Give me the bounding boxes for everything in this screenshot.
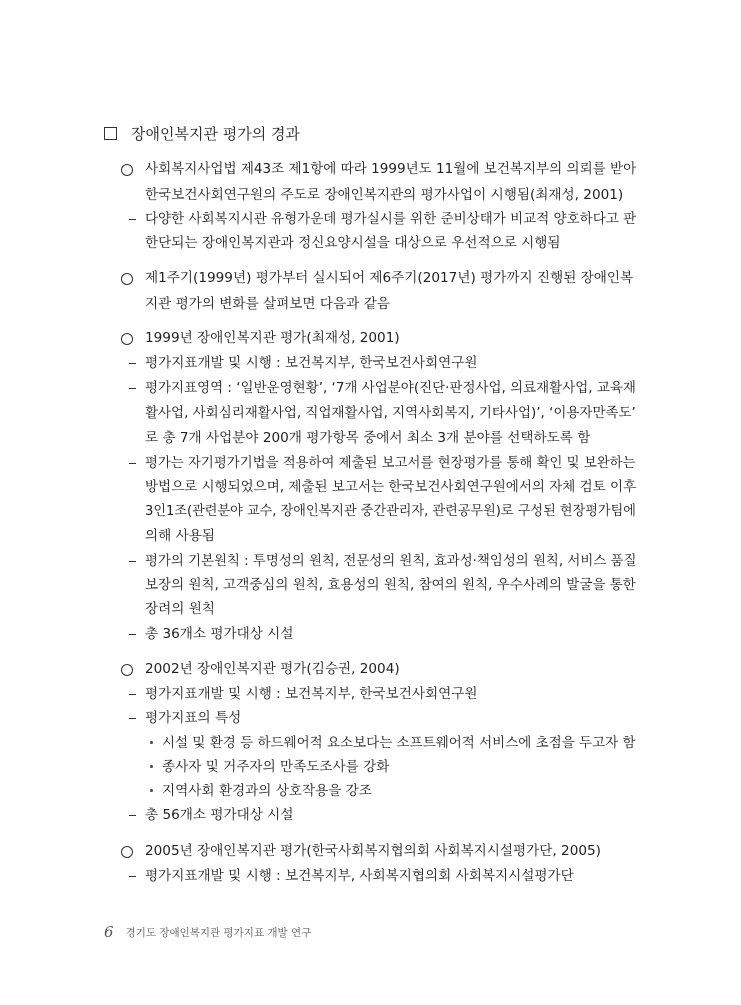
circle-bullet-icon xyxy=(121,273,133,285)
dash-bullet-icon xyxy=(129,463,136,464)
paragraph-line: 활사업, 사회심리재활사업, 직업재활사업, 지역사회복지, 기타사업)’, ‘이용자만족도’ xyxy=(145,405,636,421)
paragraph-heading: 1999년 장애인복지관 평가(최재성, 2001) xyxy=(145,330,400,346)
page-number: 6 xyxy=(104,923,114,941)
dot-bullet-icon xyxy=(150,765,153,768)
circle-bullet-icon xyxy=(121,333,133,345)
paragraph-line: 평가의 기본원칙 : 투명성의 원칙, 전문성의 원칙, 효과성·책임성의 원칙, 서비스 품질 xyxy=(145,553,637,569)
paragraph-line: 총 56개소 평가대상 시설 xyxy=(145,807,294,823)
checkbox-square-icon xyxy=(104,127,117,140)
paragraph-line: 장려의 원칙 xyxy=(145,601,215,617)
paragraph-line: 평가지표개발 및 시행 : 보건복지부, 사회복지협의회 사회복지시설평가단 xyxy=(145,868,574,884)
paragraph-line: 지관 평가의 변화를 살펴보면 다음과 같음 xyxy=(145,296,390,312)
paragraph-line: 평가는 자기평가기법을 적용하여 제출된 보고서를 현장평가를 통해 확인 및 보완하는 xyxy=(145,455,636,471)
paragraph-line: 총 36개소 평가대상 시설 xyxy=(145,626,294,642)
dash-bullet-icon xyxy=(129,876,136,877)
circle-bullet-icon xyxy=(121,164,133,176)
dot-bullet-icon xyxy=(150,741,153,744)
paragraph-line: 평가지표개발 및 시행 : 보건복지부, 한국보건사회연구원 xyxy=(145,355,478,371)
paragraph-line: 평가지표영역 : ‘일반운영현황’, ‘7개 사업분야(진단·판정사업, 의료재활사업, 교육재 xyxy=(145,380,636,396)
paragraph-line: 시설 및 환경 등 하드웨어적 요소보다는 소프트웨어적 서비스에 초점을 두고자 함 xyxy=(162,735,636,751)
circle-bullet-icon xyxy=(121,664,133,676)
page-footer xyxy=(104,922,311,941)
dash-bullet-icon xyxy=(129,634,136,635)
paragraph-line: 제1주기(1999년) 평가부터 실시되어 제6주기(2017년) 평가까지 진행된 장애인복 xyxy=(145,270,634,286)
paragraph-line: 종사자 및 거주자의 만족도조사를 강화 xyxy=(162,759,390,775)
paragraph-line: 한국보건사회연구원의 주도로 장애인복지관의 평가사업이 시행됨(최재성, 2001) xyxy=(145,187,624,203)
circle-bullet-icon xyxy=(121,846,133,858)
paragraph-line: 평가지표개발 및 시행 : 보건복지부, 한국보건사회연구원 xyxy=(145,686,478,702)
dash-bullet-icon xyxy=(129,219,136,220)
paragraph-line: 로 총 7개 사업분야 200개 평가항목 중에서 최소 3개 분야를 선택하도록 함 xyxy=(145,430,591,446)
paragraph-line: 한단되는 장애인복지관과 정신요양시설을 대상으로 우선적으로 시행됨 xyxy=(145,235,561,251)
footer-title: 경기도 장애인복지관 평가지표 개발 연구 xyxy=(125,927,312,939)
paragraph-line: 의해 사용됨 xyxy=(145,528,215,544)
section-title xyxy=(104,123,300,144)
dash-bullet-icon xyxy=(129,388,136,389)
section-title-text: 장애인복지관 평가의 경과 xyxy=(131,125,300,143)
paragraph-heading: 2005년 장애인복지관 평가(한국사회복지협의회 사회복지시설평가단, 2005) xyxy=(145,843,601,859)
paragraph-line: 보장의 원칙, 고객중심의 원칙, 효용성의 원칙, 참여의 원칙, 우수사례의 발굴을 통한 xyxy=(145,577,636,593)
dash-bullet-icon xyxy=(129,561,136,562)
paragraph-line: 평가지표의 특성 xyxy=(145,710,242,726)
dot-bullet-icon xyxy=(150,789,153,792)
dash-bullet-icon xyxy=(129,718,136,719)
dash-bullet-icon xyxy=(129,363,136,364)
dash-bullet-icon xyxy=(129,815,136,816)
paragraph-heading: 2002년 장애인복지관 평가(김승권, 2004) xyxy=(145,661,400,677)
dash-bullet-icon xyxy=(129,694,136,695)
paragraph-line: 방법으로 시행되었으며, 제출된 보고서는 한국보건사회연구원에서의 자체 검토 이후 xyxy=(145,479,637,495)
paragraph-line: 다양한 사회복지시관 유형가운데 평가실시를 위한 준비상태가 비교적 양호하다고 판 xyxy=(145,211,637,227)
paragraph-line: 지역사회 환경과의 상호작용을 강조 xyxy=(162,783,372,799)
paragraph-line: 사회복지사업법 제43조 제1항에 따라 1999년도 11월에 보건복지부의 의뢰를 받아 xyxy=(145,161,637,177)
paragraph-line: 3인1조(관련분야 교수, 장애인복지관 중간관리자, 관련공무원)로 구성된 현장평가팀에 xyxy=(145,503,636,519)
